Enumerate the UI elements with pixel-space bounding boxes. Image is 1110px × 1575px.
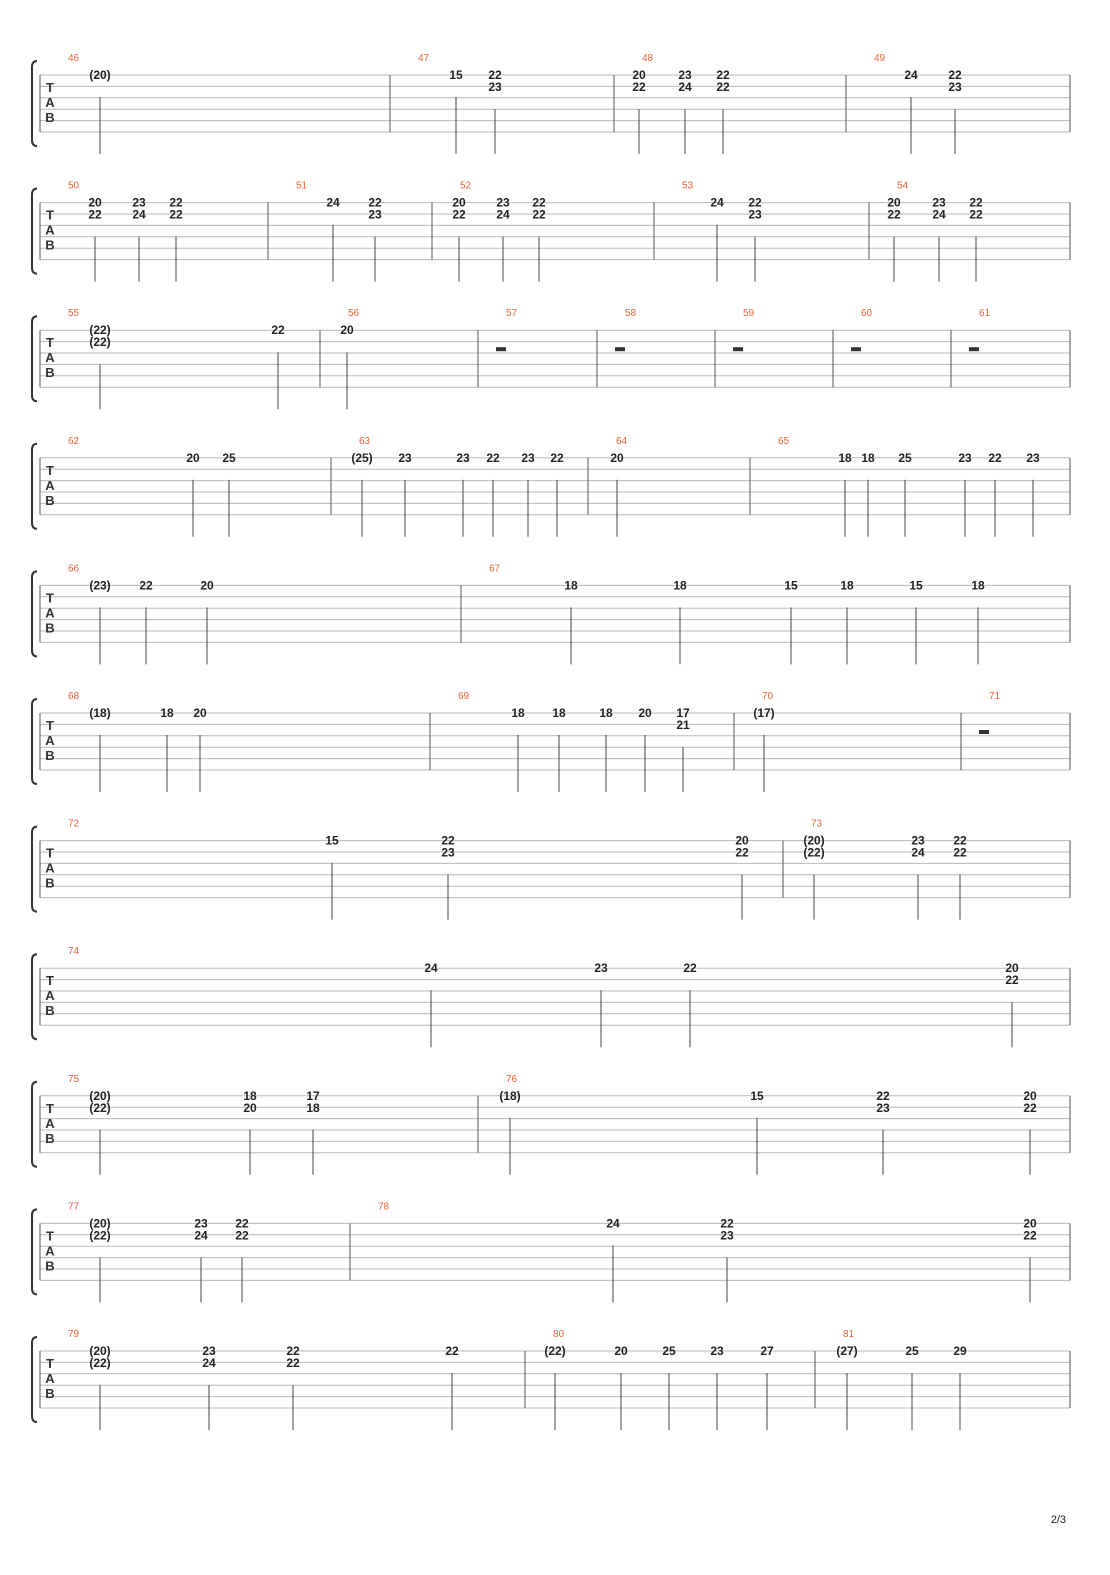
tab-clef-letter: A	[45, 605, 55, 621]
measure-number: 70	[762, 691, 774, 702]
fret-number: 23	[748, 207, 762, 222]
tab-clef-letter: B	[45, 1258, 55, 1274]
tab-clef-letter: T	[46, 973, 54, 989]
fret-number: 23	[710, 1344, 724, 1358]
fret-number: 17	[676, 706, 690, 720]
measure-number: 79	[68, 1329, 80, 1340]
tab-clef-letter: B	[45, 875, 55, 891]
fret-number: 22	[716, 68, 730, 82]
fret-number: 18	[673, 578, 687, 593]
fret-number: 24	[710, 195, 724, 210]
fret-number: 21	[676, 718, 690, 732]
fret-number: 25	[905, 1344, 919, 1358]
fret-number: 20	[186, 450, 200, 465]
fret-number: (22)	[89, 1228, 111, 1243]
fret-number: (27)	[836, 1344, 858, 1358]
fret-number: (20)	[89, 68, 111, 82]
measure-number: 76	[506, 1073, 518, 1085]
system-bracket	[32, 699, 37, 784]
system-bracket	[32, 1082, 37, 1167]
fret-number: 23	[911, 833, 925, 848]
tab-clef-letter: T	[46, 845, 54, 861]
fret-number: 22	[169, 207, 183, 222]
tab-clef-letter: A	[45, 860, 55, 876]
fret-number: 18	[564, 578, 578, 593]
fret-number: 22	[550, 450, 564, 465]
fret-number: (22)	[89, 1356, 111, 1370]
fret-number: 20	[638, 706, 652, 720]
measure-number: 63	[359, 435, 371, 447]
fret-number: 23	[488, 80, 502, 94]
measure-number: 58	[625, 308, 637, 320]
fret-number: 23	[441, 845, 455, 860]
fret-number: 22	[953, 833, 967, 848]
tab-clef-letter: B	[45, 1130, 55, 1146]
measure-number: 64	[616, 435, 628, 447]
measure-number: 75	[68, 1073, 80, 1085]
fret-number: 24	[678, 80, 692, 94]
fret-number: 20	[1023, 1216, 1037, 1231]
page-number: 2/3	[1050, 1514, 1066, 1526]
measure-number: 53	[682, 180, 694, 192]
measure-number: 46	[68, 53, 80, 64]
fret-number: 24	[194, 1228, 208, 1243]
tab-clef-letter: T	[46, 718, 54, 733]
fret-number: 20	[1023, 1088, 1037, 1103]
fret-number: 18	[511, 706, 525, 720]
measure-number: 78	[378, 1201, 390, 1213]
measure-number: 60	[861, 308, 873, 320]
fret-number: 22	[139, 578, 153, 593]
tab-clef-letter: T	[46, 1228, 54, 1244]
measure-number: 67	[489, 563, 501, 575]
measure-number: 80	[553, 1329, 565, 1340]
fret-number: 20	[88, 195, 102, 210]
fret-number: 15	[909, 578, 923, 593]
fret-number: 23	[521, 450, 535, 465]
fret-number: 22	[948, 68, 962, 82]
fret-number: 18	[552, 706, 566, 720]
system-bracket	[32, 827, 37, 912]
fret-number: 20	[340, 323, 354, 338]
measure-number: 48	[642, 53, 654, 64]
tab-clef-letter: A	[45, 1371, 55, 1386]
fret-number: (25)	[351, 450, 373, 465]
fret-number: 20	[200, 578, 214, 593]
measure-number: 59	[743, 308, 755, 320]
fret-number: 24	[496, 207, 510, 222]
fret-number: (17)	[753, 706, 775, 720]
whole-rest	[851, 347, 861, 351]
fret-number: 22	[716, 80, 730, 94]
fret-number: 22	[441, 833, 455, 848]
measure-number: 61	[979, 308, 991, 320]
whole-rest	[969, 347, 979, 351]
fret-number: 20	[614, 1344, 628, 1358]
fret-number: 22	[632, 80, 646, 94]
measure-number: 57	[506, 308, 518, 320]
fret-number: 23	[958, 450, 972, 465]
fret-number: (22)	[544, 1344, 566, 1358]
tab-clef-letter: B	[45, 365, 55, 381]
fret-number: 23	[202, 1344, 216, 1358]
fret-number: 24	[326, 195, 340, 210]
fret-number: 22	[953, 845, 967, 860]
fret-number: 22	[235, 1228, 249, 1243]
fret-number: 23	[368, 207, 382, 222]
fret-number: 22	[271, 323, 285, 338]
whole-rest	[496, 347, 506, 351]
tab-clef-letter: B	[45, 1003, 55, 1019]
fret-number: 23	[594, 961, 608, 976]
tab-clef-letter: A	[45, 95, 55, 110]
measure-number: 69	[458, 691, 470, 702]
measure-number: 49	[874, 53, 886, 64]
tab-clef-letter: T	[46, 335, 54, 351]
fret-number: 22	[532, 195, 546, 210]
fret-number: 23	[720, 1228, 734, 1243]
tab-clef-letter: B	[45, 748, 55, 763]
tab-clef-letter: A	[45, 222, 55, 238]
fret-number: 22	[286, 1344, 300, 1358]
fret-number: 23	[496, 195, 510, 210]
fret-number: 22	[169, 195, 183, 210]
measure-number: 54	[897, 180, 909, 192]
tab-clef-letter: B	[45, 1386, 55, 1401]
tab-clef-letter: T	[46, 462, 54, 478]
fret-number: 22	[988, 450, 1002, 465]
measure-number: 65	[778, 435, 790, 447]
fret-number: 22	[445, 1344, 459, 1358]
system-bracket	[32, 954, 37, 1039]
measure-number: 72	[68, 818, 80, 830]
tab-clef-letter: B	[45, 620, 55, 636]
fret-number: 20	[452, 195, 466, 210]
tab-clef-letter: A	[45, 477, 55, 493]
fret-number: 22	[1023, 1228, 1037, 1243]
fret-number: 22	[368, 195, 382, 210]
fret-number: (22)	[89, 335, 111, 350]
fret-number: 18	[840, 578, 854, 593]
fret-number: 25	[662, 1344, 676, 1358]
fret-number: 23	[678, 68, 692, 82]
measure-number: 73	[811, 818, 823, 830]
fret-number: 20	[243, 1100, 257, 1115]
fret-number: 22	[969, 195, 983, 210]
fret-number: 22	[735, 845, 749, 860]
tab-clef-letter: A	[45, 733, 55, 748]
fret-number: 22	[683, 961, 697, 976]
fret-number: 15	[750, 1088, 764, 1103]
fret-number: (22)	[803, 845, 825, 860]
fret-number: 23	[132, 195, 146, 210]
tab-clef-letter: T	[46, 80, 54, 95]
fret-number: (18)	[89, 706, 111, 720]
fret-number: 22	[488, 68, 502, 82]
fret-number: (20)	[89, 1216, 111, 1231]
tab-clef-letter: B	[45, 237, 55, 253]
measure-number: 68	[68, 691, 80, 702]
fret-number: 22	[1023, 1100, 1037, 1115]
fret-number: 24	[932, 207, 946, 222]
fret-number: 22	[969, 207, 983, 222]
fret-number: 17	[306, 1088, 320, 1103]
fret-number: 22	[748, 195, 762, 210]
system-bracket	[32, 189, 37, 274]
fret-number: 18	[160, 706, 174, 720]
fret-number: 18	[971, 578, 985, 593]
fret-number: (22)	[89, 1100, 111, 1115]
fret-number: 29	[953, 1344, 967, 1358]
fret-number: 24	[606, 1216, 620, 1231]
fret-number: 22	[452, 207, 466, 222]
fret-number: 20	[610, 450, 624, 465]
fret-number: 18	[838, 450, 852, 465]
measure-number: 55	[68, 308, 80, 320]
whole-rest	[615, 347, 625, 351]
fret-number: 24	[911, 845, 925, 860]
measure-number: 74	[68, 946, 80, 958]
measure-number: 50	[68, 180, 80, 192]
fret-number: 22	[720, 1216, 734, 1231]
measure-number: 77	[68, 1201, 80, 1213]
tab-clef-letter: T	[46, 1100, 54, 1116]
fret-number: 24	[132, 207, 146, 222]
fret-number: 15	[449, 68, 463, 82]
measure-number: 71	[989, 691, 1001, 702]
fret-number: 22	[1005, 973, 1019, 988]
fret-number: 22	[887, 207, 901, 222]
system-bracket	[32, 61, 37, 146]
tab-clef-letter: A	[45, 1243, 55, 1259]
fret-number: 25	[898, 450, 912, 465]
tab-clef-letter: T	[46, 207, 54, 223]
fret-number: 15	[784, 578, 798, 593]
system-bracket	[32, 1209, 37, 1294]
fret-number: 18	[599, 706, 613, 720]
fret-number: 15	[325, 833, 339, 848]
system-bracket	[32, 316, 37, 401]
fret-number: 25	[222, 450, 236, 465]
tab-clef-letter: T	[46, 1356, 54, 1371]
fret-number: 23	[1026, 450, 1040, 465]
tab-clef-letter: A	[45, 988, 55, 1004]
measure-number: 81	[843, 1329, 855, 1340]
fret-number: 23	[194, 1216, 208, 1231]
system-bracket	[32, 444, 37, 529]
fret-number: 23	[932, 195, 946, 210]
fret-number: 20	[632, 68, 646, 82]
fret-number: (18)	[499, 1088, 521, 1103]
measure-number: 56	[348, 308, 360, 320]
fret-number: 20	[193, 706, 207, 720]
measure-number: 52	[460, 180, 472, 192]
fret-number: 22	[876, 1088, 890, 1103]
fret-number: (22)	[89, 323, 111, 338]
measure-number: 62	[68, 435, 80, 447]
fret-number: 22	[235, 1216, 249, 1231]
measure-number: 47	[418, 53, 430, 64]
whole-rest	[979, 730, 989, 734]
fret-number: 23	[948, 80, 962, 94]
tab-clef-letter: B	[45, 110, 55, 125]
fret-number: 22	[88, 207, 102, 222]
whole-rest	[733, 347, 743, 351]
fret-number: 24	[202, 1356, 216, 1370]
tab-clef-letter: T	[46, 590, 54, 606]
system-bracket	[32, 1337, 37, 1422]
fret-number: (20)	[803, 833, 825, 848]
fret-number: 18	[861, 450, 875, 465]
fret-number: 23	[876, 1100, 890, 1115]
fret-number: 18	[306, 1100, 320, 1115]
fret-number: (23)	[89, 578, 111, 593]
fret-number: 24	[424, 961, 438, 976]
fret-number: 22	[286, 1356, 300, 1370]
fret-number: 24	[904, 68, 918, 82]
fret-number: 20	[1005, 961, 1019, 976]
fret-number: 23	[398, 450, 412, 465]
tab-clef-letter: A	[45, 1115, 55, 1131]
fret-number: 18	[243, 1088, 257, 1103]
fret-number: 22	[532, 207, 546, 222]
measure-number: 51	[296, 180, 308, 192]
fret-number: 20	[735, 833, 749, 848]
fret-number: 27	[760, 1344, 774, 1358]
fret-number: 22	[486, 450, 500, 465]
fret-number: 20	[887, 195, 901, 210]
tab-clef-letter: B	[45, 492, 55, 508]
fret-number: (20)	[89, 1344, 111, 1358]
measure-number: 66	[68, 563, 80, 575]
tab-clef-letter: A	[45, 350, 55, 366]
system-bracket	[32, 571, 37, 656]
fret-number: (20)	[89, 1088, 111, 1103]
fret-number: 23	[456, 450, 470, 465]
